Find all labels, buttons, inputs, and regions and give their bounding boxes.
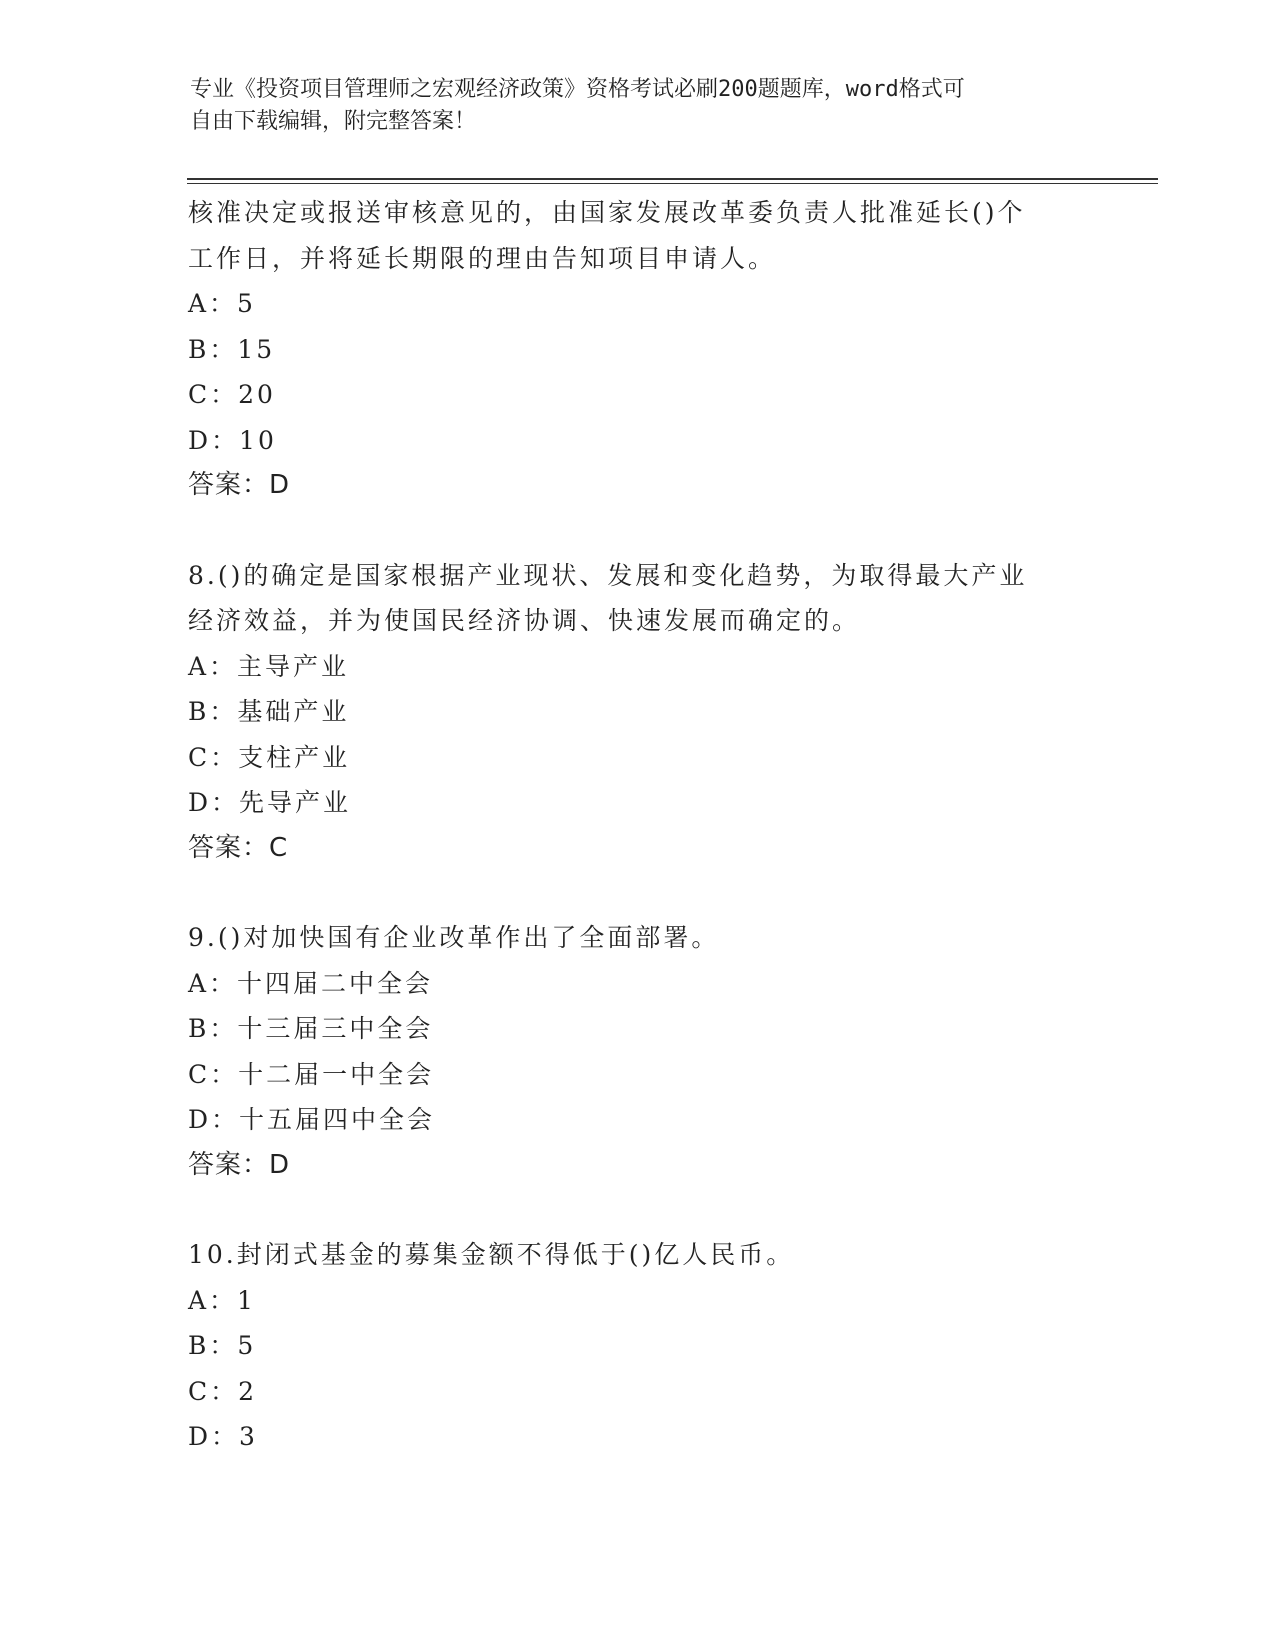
answer-line: 答案：D: [188, 1149, 291, 1180]
header-divider-thin: [187, 183, 1158, 184]
question-spacer: [188, 871, 1088, 915]
option-a: A：1: [188, 1285, 256, 1315]
question-text: 核准决定或报送审核意见的，由国家发展改革委负责人批准延长()个: [188, 198, 1026, 227]
option-b: B：5: [188, 1331, 257, 1360]
option-d: D：先导产业: [188, 788, 352, 817]
question-text: 10.封闭式基金的募集金额不得低于()亿人民币。: [188, 1240, 795, 1269]
question-spacer: [188, 1188, 1088, 1232]
question-7: [188, 190, 1088, 509]
header-line-1: 专业《投资项目管理师之宏观经济政策》资格考试必刷200题题库，word格式可: [190, 77, 965, 102]
question-text: 8.()的确定是国家根据产业现状、发展和变化趋势，为取得最大产业: [188, 560, 1028, 590]
question-text: 经济效益，并为使国民经济协调、快速发展而确定的。: [188, 606, 861, 635]
header-divider-thick: [187, 178, 1158, 180]
option-c: C：20: [188, 380, 276, 409]
question-text: 9.()对加快国有企业改革作出了全面部署。: [188, 923, 720, 952]
question-text: 工作日，并将延长期限的理由告知项目申请人。: [188, 243, 777, 273]
option-d: D：10: [188, 425, 277, 455]
option-c: C：支柱产业: [188, 742, 351, 772]
header-line-2: 自由下载编辑，附完整答案！: [190, 109, 477, 134]
question-8: [188, 553, 1088, 872]
question-spacer: [188, 509, 1088, 553]
option-b: B：15: [188, 334, 276, 364]
option-a: A：主导产业: [188, 651, 350, 681]
option-d: D：十五届四中全会: [188, 1105, 436, 1134]
option-a: A：5: [188, 289, 256, 318]
question-10: [188, 1232, 1088, 1460]
option-a: A：十四届二中全会: [188, 968, 434, 998]
answer-line: 答案：C: [188, 832, 289, 863]
question-9: [188, 915, 1088, 1188]
option-c: C：2: [188, 1376, 258, 1406]
option-c: C：十二届一中全会: [188, 1059, 435, 1089]
option-d: D：3: [188, 1422, 258, 1451]
option-b: B：基础产业: [188, 697, 350, 726]
question-list: [188, 190, 1088, 1460]
document-header: [190, 74, 1070, 138]
answer-line: 答案：D: [188, 470, 291, 500]
option-b: B：十三届三中全会: [188, 1014, 434, 1043]
